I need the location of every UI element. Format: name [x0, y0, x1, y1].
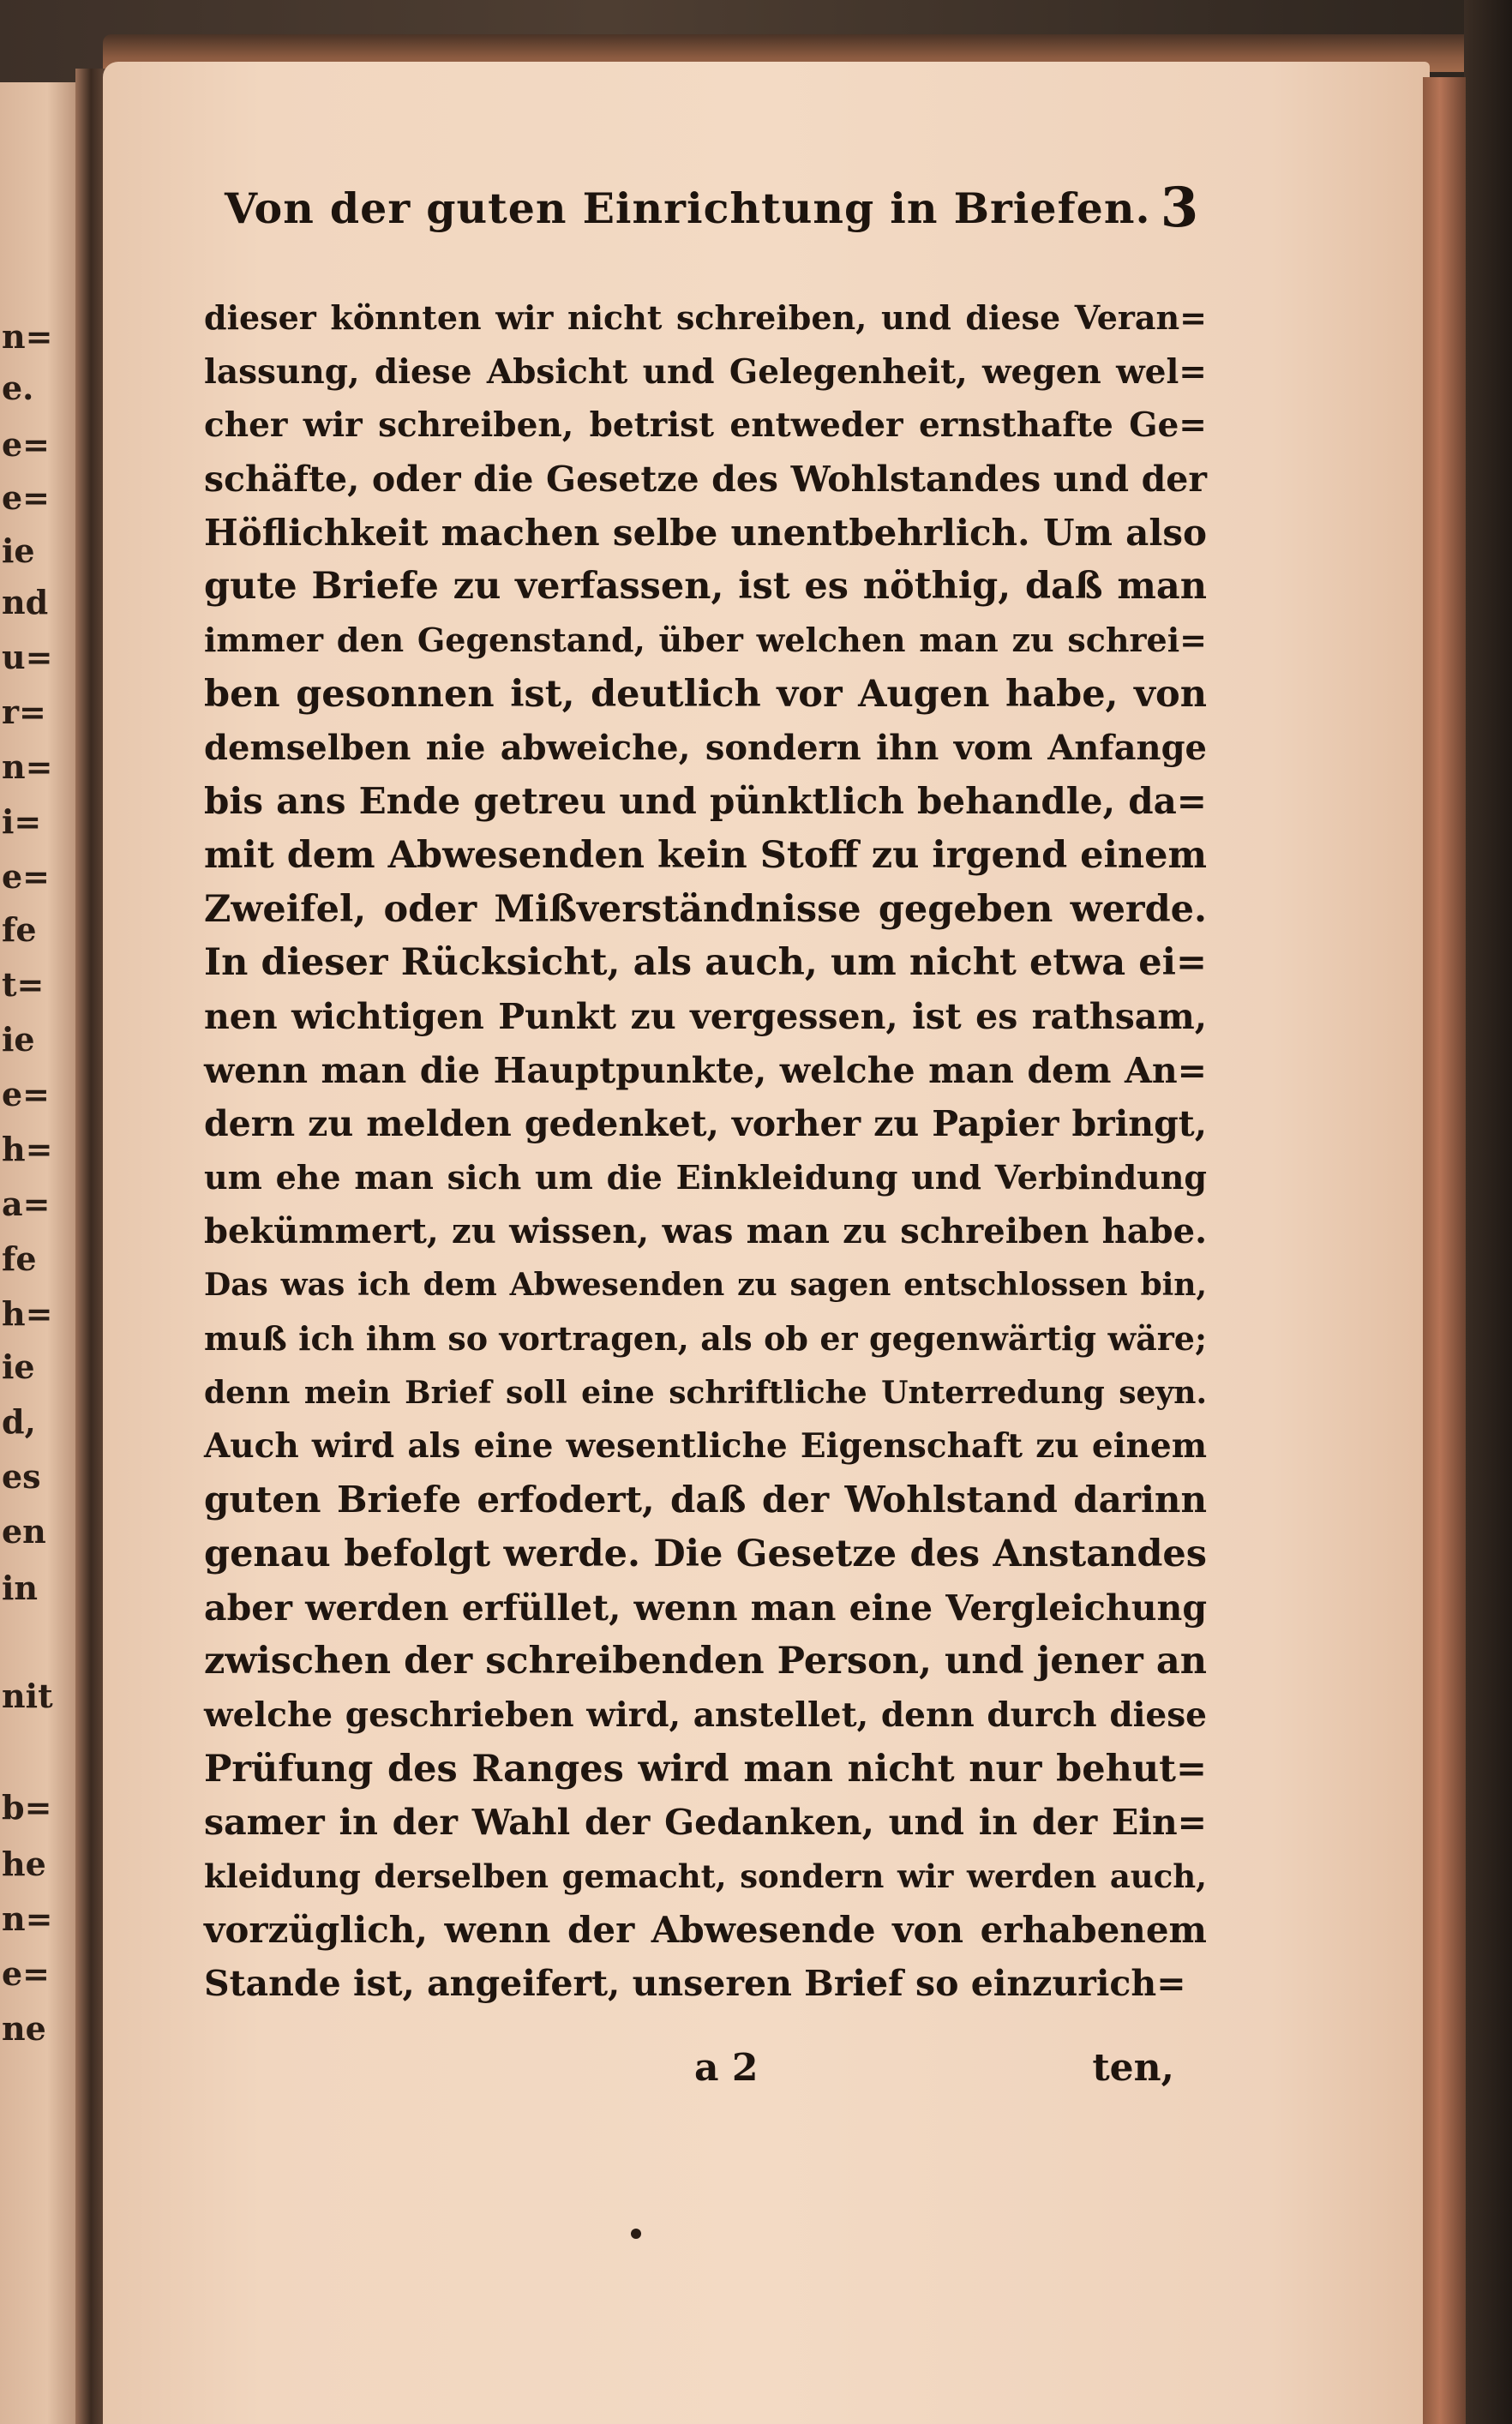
- left-page-fragment: nd: [2, 583, 49, 621]
- left-page-fragment: t=: [2, 965, 45, 1004]
- left-page-fragment: d,: [2, 1402, 36, 1441]
- text-line: Stande ist, angeifert, unseren Brief so einzurich=: [204, 1963, 1186, 2005]
- left-page-fragment: es: [2, 1457, 41, 1496]
- text-line: demselben nie abweiche, sondern ihn vom Anfange: [204, 727, 1207, 768]
- left-page-fragment: fe: [2, 1239, 37, 1278]
- text-line: dieser könnten wir nicht schreiben, und diese Veran=: [204, 298, 1207, 337]
- left-page-fragment: e=: [2, 478, 51, 517]
- text-line: dern zu melden gedenket, vorher zu Papier bringt,: [204, 1103, 1207, 1145]
- text-line: guten Briefe erfodert, daß der Wohlstand darinn: [204, 1479, 1207, 1521]
- text-line: mit dem Abwesenden kein Stoff zu irgend einem: [204, 833, 1207, 877]
- text-line: bis ans Ende getreu und pünktlich behandle, da=: [204, 780, 1207, 823]
- text-line: Das was ich dem Abwesenden zu sagen entschlossen bin,: [204, 1267, 1207, 1304]
- text-line: cher wir schreiben, betrist entweder ernsthafte Ge=: [204, 405, 1207, 446]
- signature-mark: a 2: [694, 2046, 759, 2090]
- left-page-fragment: b=: [2, 1788, 52, 1827]
- text-line: muß ich ihm so vortragen, als ob er gegenwärtig wäre;: [204, 1319, 1207, 1359]
- page-number: 3: [1160, 176, 1199, 240]
- book-cover-right: [1464, 0, 1512, 2424]
- left-page-fragment: e=: [2, 1954, 51, 1993]
- left-facing-page: [0, 82, 79, 2424]
- left-page-fragment: fe: [2, 910, 37, 949]
- left-page-fragment: r=: [2, 693, 46, 731]
- left-page-fragment: ie: [2, 531, 35, 570]
- left-page-fragment: he: [2, 1845, 46, 1883]
- left-page-fragment: nit: [2, 1677, 53, 1715]
- text-line: gute Briefe zu verfassen, ist es nöthig, daß man: [204, 565, 1207, 609]
- text-line: samer in der Wahl der Gedanken, und in der Ein=: [204, 1802, 1207, 1844]
- text-line: Zweifel, oder Mißverständnisse gegeben werde.: [204, 887, 1207, 931]
- left-page-fragment: ie: [2, 1347, 35, 1386]
- left-page-fragment: n=: [2, 747, 53, 786]
- text-line: ben gesonnen ist, deutlich vor Augen habe, von: [204, 672, 1207, 716]
- text-line: genau befolgt werde. Die Gesetze des Anstandes: [204, 1532, 1207, 1575]
- text-line: welche geschrieben wird, anstellet, denn durch diese: [204, 1695, 1207, 1735]
- text-line: immer den Gegenstand, über welchen man zu schrei=: [204, 621, 1207, 660]
- left-page-fragment: e.: [2, 369, 34, 407]
- page-edge: [1423, 77, 1466, 2424]
- left-page-fragment: e=: [2, 857, 51, 896]
- text-line: zwischen der schreibenden Person, und jener an: [204, 1640, 1207, 1683]
- left-page-fragment: en: [2, 1512, 46, 1551]
- left-page-fragment: e=: [2, 425, 51, 464]
- running-title: Von der guten Einrichtung in Briefen.: [225, 183, 1151, 233]
- left-page-fragment: a=: [2, 1185, 51, 1223]
- ink-speck: [631, 2229, 641, 2239]
- left-page-fragment: ne: [2, 2009, 46, 2048]
- left-page-fragment: i=: [2, 802, 42, 841]
- text-line: kleidung derselben gemacht, sondern wir werden auch,: [204, 1857, 1207, 1895]
- text-line: lassung, diese Absicht und Gelegenheit, wegen wel=: [204, 351, 1207, 392]
- left-page-fragment: e=: [2, 1075, 51, 1113]
- text-line: Höflichkeit machen selbe unentbehrlich. Um also: [204, 511, 1207, 554]
- text-line: vorzüglich, wenn der Abwesende von erhabenem: [204, 1908, 1207, 1951]
- catchword: ten,: [1092, 2046, 1174, 2090]
- text-line: nen wichtigen Punkt zu vergessen, ist es rathsam,: [204, 995, 1207, 1037]
- text-line: um ehe man sich um die Einkleidung und Verbindung: [204, 1158, 1207, 1197]
- text-line: Auch wird als eine wesentliche Eigenschaft zu einem: [204, 1426, 1207, 1467]
- text-line: bekümmert, zu wissen, was man zu schreiben habe.: [204, 1210, 1207, 1251]
- left-page-fragment: h=: [2, 1294, 53, 1333]
- text-line: schäfte, oder die Gesetze des Wohlstandes und der: [204, 459, 1207, 501]
- left-page-fragment: in: [2, 1569, 39, 1607]
- left-page-fragment: h=: [2, 1130, 53, 1168]
- text-line: aber werden erfüllet, wenn man eine Vergleichung: [204, 1587, 1207, 1629]
- body-text: [204, 291, 1207, 2006]
- text-line: Prüfung des Ranges wird man nicht nur behut=: [204, 1747, 1207, 1791]
- left-page-fragment: u=: [2, 638, 53, 676]
- text-line: In dieser Rücksicht, als auch, um nicht etwa ei=: [204, 941, 1207, 985]
- text-line: wenn man die Hauptpunkte, welche man dem An=: [204, 1049, 1207, 1091]
- text-line: denn mein Brief soll eine schriftliche Unterredung seyn.: [204, 1374, 1207, 1411]
- left-page-fragment: n=: [2, 317, 53, 356]
- left-page-fragment: n=: [2, 1899, 53, 1938]
- left-page-fragment: ie: [2, 1020, 35, 1059]
